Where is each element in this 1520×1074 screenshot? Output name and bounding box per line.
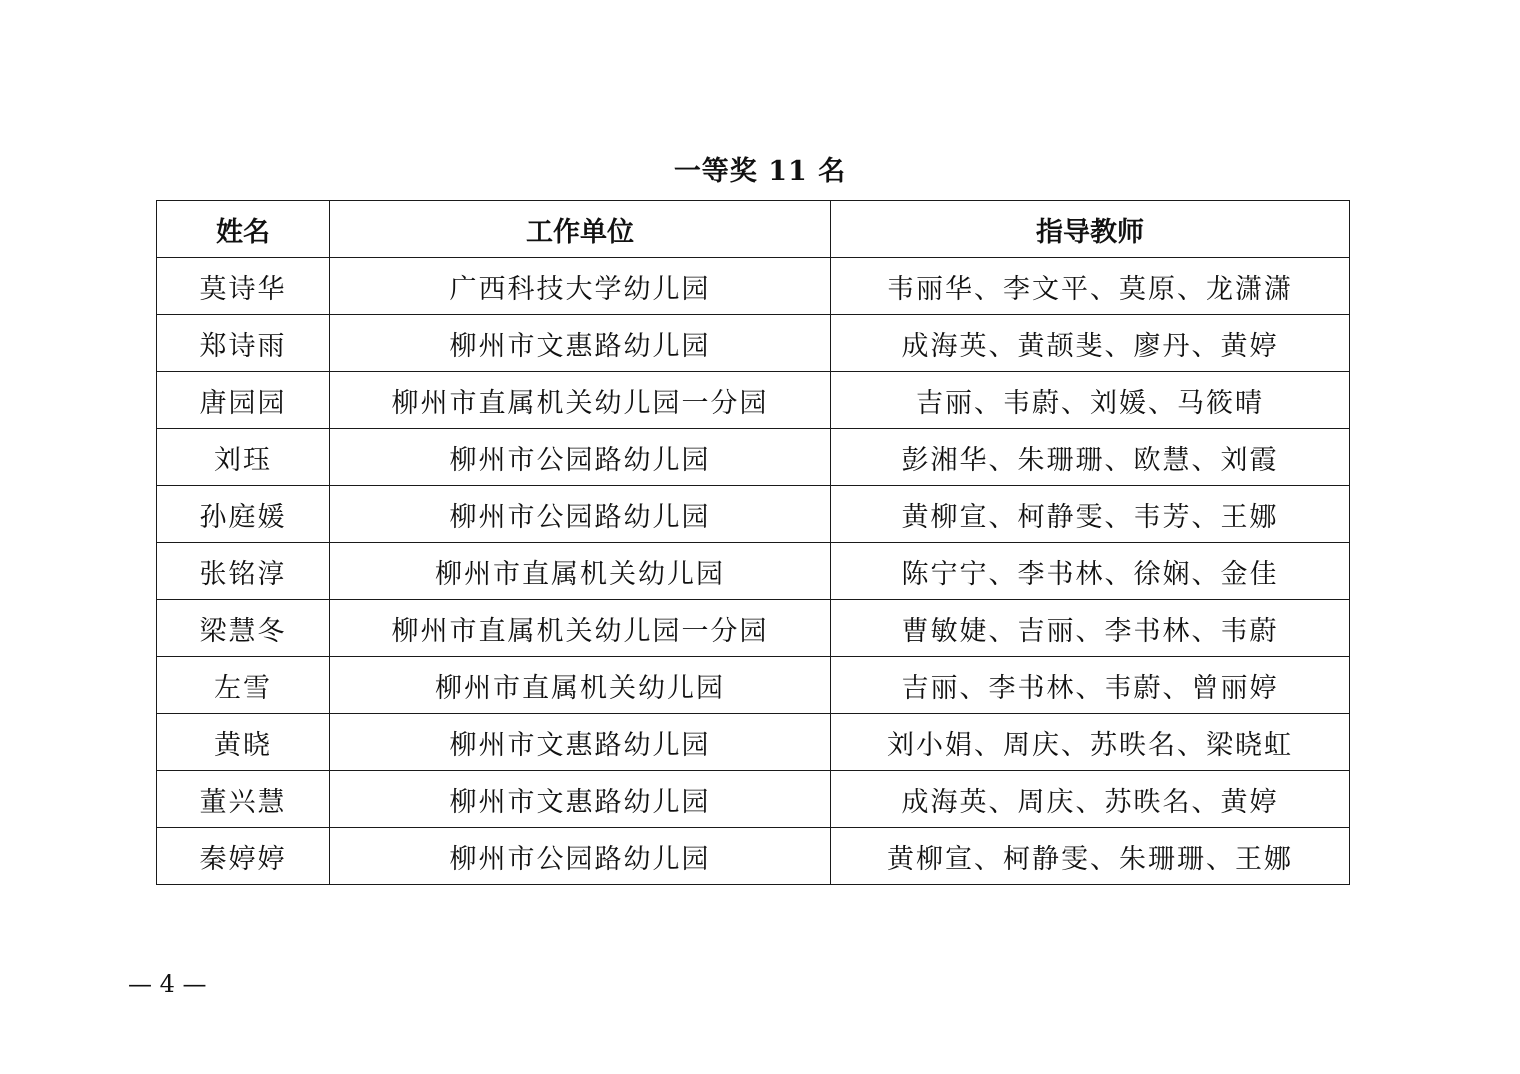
- table-row: [157, 372, 1350, 429]
- cell-name: 唐园园: [157, 372, 330, 429]
- cell-work-unit: 柳州市直属机关幼儿园: [330, 657, 831, 714]
- cell-instructor: 黄柳宣、柯静雯、韦芳、王娜: [831, 486, 1350, 543]
- cell-name: 董兴慧: [157, 771, 330, 828]
- cell-instructor: 彭湘华、朱珊珊、欧慧、刘霞: [831, 429, 1350, 486]
- cell-name: 张铭淳: [157, 543, 330, 600]
- table-row: [157, 258, 1350, 315]
- cell-name: 郑诗雨: [157, 315, 330, 372]
- cell-instructor: 韦丽华、李文平、莫原、龙潇潇: [831, 258, 1350, 315]
- table-row: [157, 429, 1350, 486]
- cell-work-unit: 柳州市直属机关幼儿园一分园: [330, 372, 831, 429]
- cell-name: 莫诗华: [157, 258, 330, 315]
- cell-name: 梁慧冬: [157, 600, 330, 657]
- cell-name: 黄晓: [157, 714, 330, 771]
- header-row: [157, 201, 1350, 258]
- table-row: [157, 543, 1350, 600]
- cell-work-unit: 柳州市文惠路幼儿园: [330, 315, 831, 372]
- table-row: [157, 486, 1350, 543]
- cell-work-unit: 柳州市直属机关幼儿园: [330, 543, 831, 600]
- cell-instructor: 成海英、黄颉斐、廖丹、黄婷: [831, 315, 1350, 372]
- table-row: [157, 828, 1350, 885]
- cell-instructor: 陈宁宁、李书林、徐娴、金佳: [831, 543, 1350, 600]
- table-row: [157, 771, 1350, 828]
- table-row: [157, 657, 1350, 714]
- table-body: [157, 258, 1350, 885]
- cell-work-unit: 广西科技大学幼儿园: [330, 258, 831, 315]
- cell-work-unit: 柳州市直属机关幼儿园一分园: [330, 600, 831, 657]
- table-row: [157, 600, 1350, 657]
- cell-name: 秦婷婷: [157, 828, 330, 885]
- page-number: — 4 —: [128, 970, 207, 998]
- cell-instructor: 黄柳宣、柯静雯、朱珊珊、王娜: [831, 828, 1350, 885]
- header-name: 姓名: [157, 201, 330, 258]
- cell-name: 孙庭媛: [157, 486, 330, 543]
- cell-instructor: 成海英、周庆、苏昳名、黄婷: [831, 771, 1350, 828]
- table-row: [157, 315, 1350, 372]
- header-work-unit: 工作单位: [330, 201, 831, 258]
- cell-work-unit: 柳州市文惠路幼儿园: [330, 771, 831, 828]
- cell-instructor: 刘小娟、周庆、苏昳名、梁晓虹: [831, 714, 1350, 771]
- cell-work-unit: 柳州市公园路幼儿园: [330, 828, 831, 885]
- cell-instructor: 吉丽、韦蔚、刘媛、马筱晴: [831, 372, 1350, 429]
- header-instructor: 指导教师: [831, 201, 1350, 258]
- cell-work-unit: 柳州市公园路幼儿园: [330, 486, 831, 543]
- cell-work-unit: 柳州市公园路幼儿园: [330, 429, 831, 486]
- cell-name: 左雪: [157, 657, 330, 714]
- cell-instructor: 曹敏婕、吉丽、李书林、韦蔚: [831, 600, 1350, 657]
- cell-name: 刘珏: [157, 429, 330, 486]
- cell-work-unit: 柳州市文惠路幼儿园: [330, 714, 831, 771]
- cell-instructor: 吉丽、李书林、韦蔚、曾丽婷: [831, 657, 1350, 714]
- award-title: 一等奖 11 名: [673, 156, 847, 187]
- award-table: [156, 200, 1350, 885]
- table-header: [157, 201, 1350, 258]
- table-row: [157, 714, 1350, 771]
